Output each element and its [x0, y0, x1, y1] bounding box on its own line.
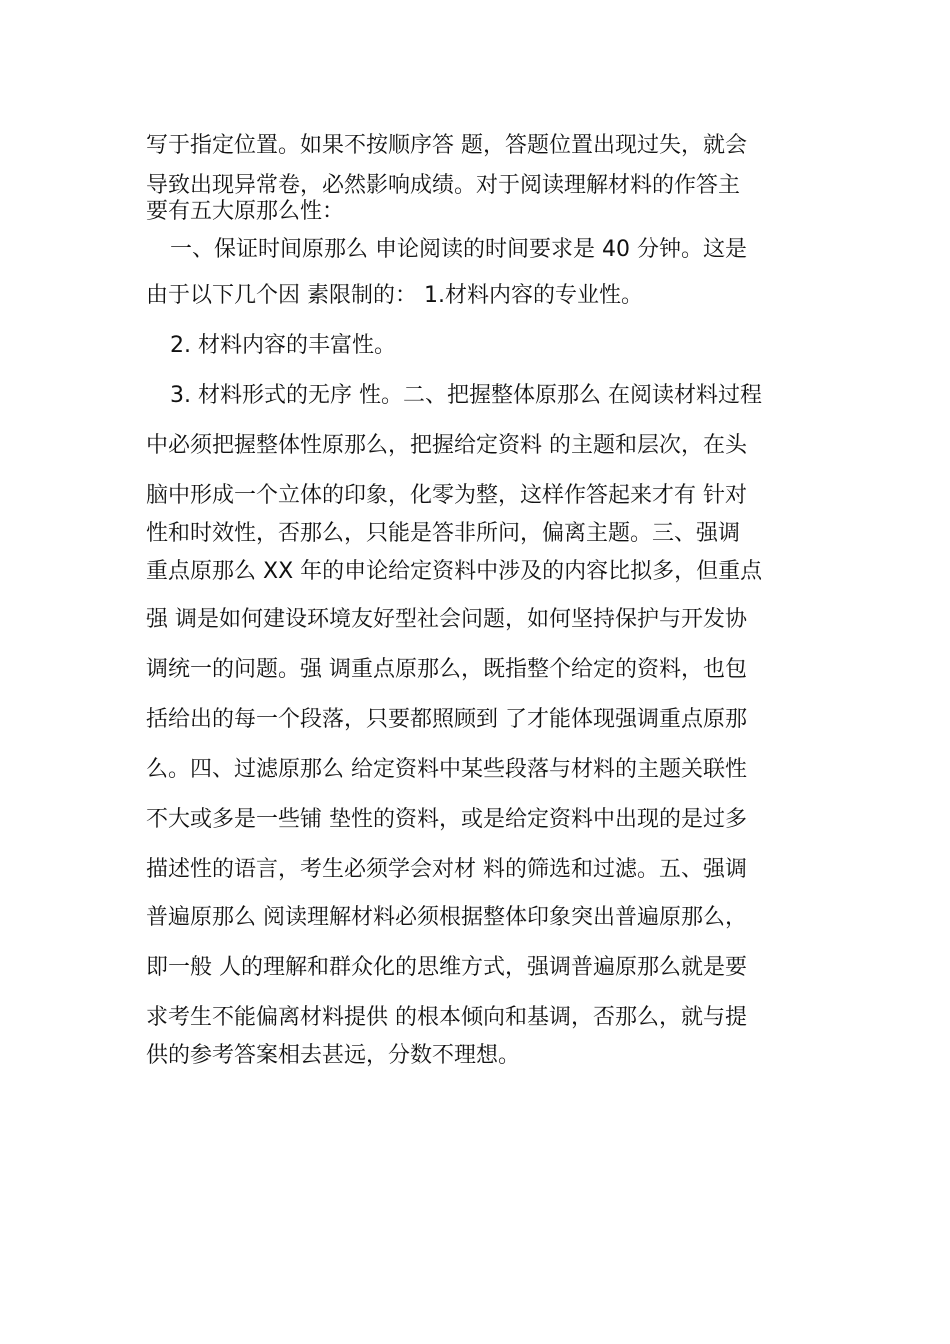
- text-line: 么。四、过滤原那么 给定资料中某些段落与材料的主题关联性: [146, 757, 747, 782]
- text-line: 描述性的语言，考生必须学会对材 料的筛选和过滤。五、强调: [146, 857, 747, 882]
- text-line: 性和时效性，否那么，只能是答非所问，偏离主题。三、强调: [146, 521, 741, 546]
- text-line: 写于指定位置。如果不按顺序答 题，答题位置出现过失，就会: [146, 133, 747, 158]
- text-line: 要有五大原那么性：: [146, 199, 345, 224]
- text-line: 调统一的问题。强 调重点原那么，既指整个给定的资料，也包: [146, 657, 747, 682]
- text-line: 普遍原那么 阅读理解材料必须根据整体印象突出普遍原那么，: [146, 905, 747, 930]
- text-line: 脑中形成一个立体的印象，化零为整，这样作答起来才有 针对: [146, 483, 747, 508]
- text-line: 强 调是如何建设环境友好型社会问题，如何坚持保护与开发协: [146, 607, 747, 632]
- text-line: 供的参考答案相去甚远，分数不理想。: [146, 1043, 521, 1068]
- text-line: 导致出现异常卷，必然影响成绩。对于阅读理解材料的作答主: [146, 173, 741, 198]
- text-line: 一、保证时间原那么 申论阅读的时间要求是 40 分钟。这是: [170, 237, 747, 262]
- text-line: 不大或多是一些铺 垫性的资料，或是给定资料中出现的是过多: [146, 807, 747, 832]
- text-line: 括给出的每一个段落，只要都照顾到 了才能体现强调重点原那: [146, 707, 747, 732]
- text-line: 中必须把握整体性原那么，把握给定资料 的主题和层次，在头: [146, 433, 747, 458]
- text-line: 求考生不能偏离材料提供 的根本倾向和基调，否那么，就与提: [146, 1005, 747, 1030]
- text-line: 即一般 人的理解和群众化的思维方式，强调普遍原那么就是要: [146, 955, 747, 980]
- text-line: 重点原那么 XX 年的申论给定资料中涉及的内容比拟多，但重点: [146, 559, 763, 584]
- text-line: 由于以下几个因 素限制的： 1.材料内容的专业性。: [146, 283, 643, 308]
- text-line: 2. 材料内容的丰富性。: [170, 333, 396, 358]
- text-line: 3. 材料形式的无序 性。二、把握整体原那么 在阅读材料过程: [170, 383, 762, 408]
